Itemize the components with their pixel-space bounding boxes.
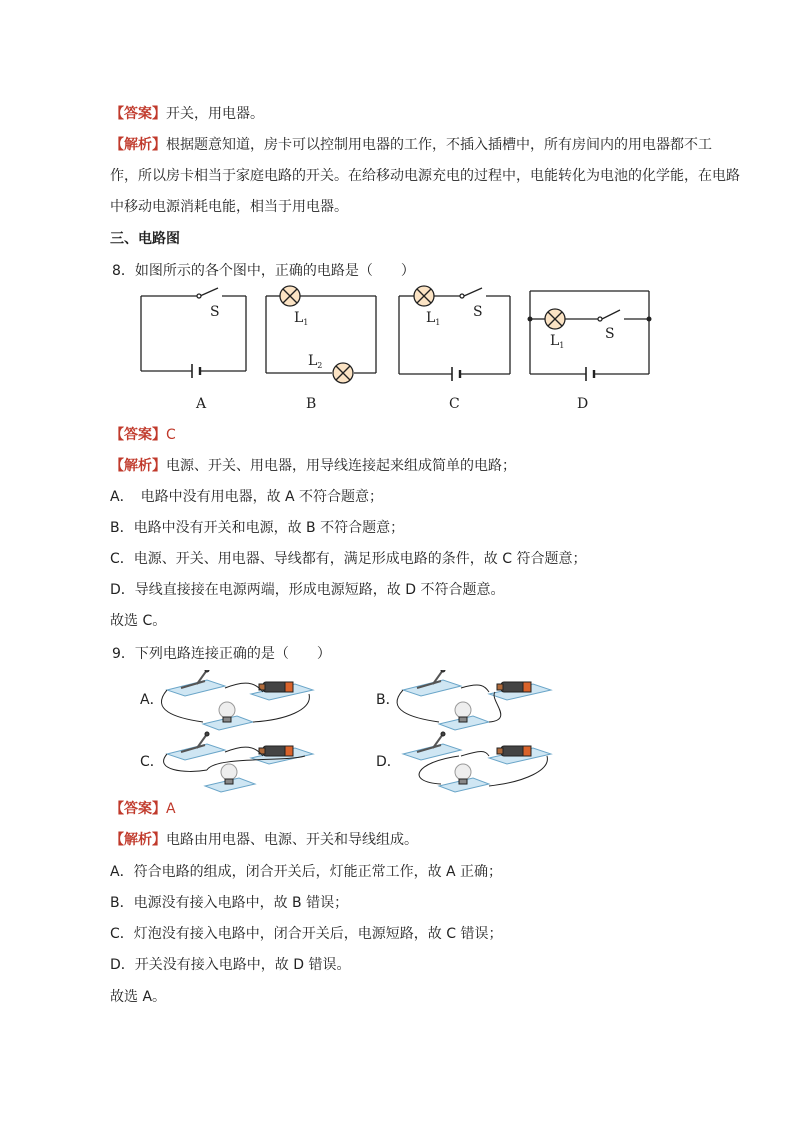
answer-tag: 【答案】 [110, 106, 166, 122]
q8-analysis [110, 456, 516, 476]
answer-tag: 【答案】 [110, 801, 166, 817]
q8-option-c: C．电源、开关、用电器、导线都有，满足形成电路的条件，故 C 符合题意； [110, 551, 587, 567]
q9-stem: 9．下列电路连接正确的是（ ） [112, 646, 331, 662]
q7-answer [110, 104, 264, 124]
q7-analysis-line-2: 作，所以房卡相当于家庭电路的开关。在给移动电源充电的过程中，电能转化为电池的化学能，在电路 [110, 168, 740, 184]
section-title: 三、电路图 [110, 231, 180, 247]
circuit-a [141, 288, 246, 378]
q7-analysis-line-3: 中移动电源消耗电能，相当于用电器。 [110, 199, 348, 215]
picture-b [397, 670, 551, 730]
q9-analysis [110, 830, 418, 850]
analysis-tag: 【解析】 [110, 458, 166, 474]
label-l1-c: $L_1$ [426, 310, 441, 327]
answer-text: C [166, 427, 176, 443]
q8-option-a: A． 电路中没有用电器，故 A 不符合题意； [110, 489, 384, 505]
q8-conclusion: 故选 C。 [110, 613, 167, 629]
q9-label-d: D． [376, 754, 401, 770]
circuit-d [530, 291, 649, 381]
answer-text: 开关，用电器。 [166, 106, 264, 122]
label-s-c: S [473, 304, 483, 320]
answer-text: A [166, 801, 176, 817]
label-s-d: S [605, 326, 615, 342]
picture-a [161, 670, 313, 730]
q9-option-a: A．符合电路的组成，闭合开关后，灯能正常工作，故 A 正确； [110, 864, 503, 880]
label-l2-b: $L_2$ [308, 353, 323, 370]
diagram-label-b: B [306, 396, 317, 412]
label-l1-b: $L_1$ [294, 310, 309, 327]
q9-option-d: D．开关没有接入电路中，故 D 错误。 [110, 957, 351, 973]
answer-tag: 【答案】 [110, 427, 166, 443]
q9-label-b: B． [376, 692, 400, 708]
q8-stem: 8．如图所示的各个图中，正确的电路是（ ） [112, 263, 415, 279]
lamp-b2-icon [333, 363, 353, 383]
q8-answer [110, 425, 176, 445]
q8-option-d: D．导线直接接在电源两端，形成电源短路，故 D 不符合题意。 [110, 582, 505, 598]
analysis-text: 根据题意知道，房卡可以控制用电器的工作，不插入插槽中，所有房间内的用电器都不工 [166, 137, 712, 153]
diagram-label-d: D [577, 396, 589, 412]
lamp-c-icon [414, 286, 434, 306]
q9-option-b: B．电源没有接入电路中，故 B 错误； [110, 895, 349, 911]
q9-label-a: A． [140, 692, 164, 708]
label-s-a: S [210, 304, 220, 320]
q9-conclusion: 故选 A。 [110, 989, 167, 1005]
q9-label-c: C． [140, 754, 164, 770]
q9-answer [110, 799, 176, 819]
diagram-label-c: C [449, 396, 460, 412]
lamp-b1-icon [280, 286, 300, 306]
picture-d [403, 732, 551, 792]
analysis-tag: 【解析】 [110, 832, 166, 848]
picture-c [164, 732, 313, 792]
lamp-d-icon [545, 309, 565, 329]
analysis-tag: 【解析】 [110, 137, 166, 153]
analysis-text: 电源、开关、用电器，用导线连接起来组成简单的电路； [166, 458, 516, 474]
q9-circuit-pictures [155, 670, 555, 800]
q7-analysis-line-1 [110, 135, 712, 155]
label-l1-d: $L_1$ [550, 333, 565, 350]
q9-option-c: C．灯泡没有接入电路中，闭合开关后，电源短路，故 C 错误； [110, 926, 503, 942]
q8-circuit-diagrams [130, 282, 670, 417]
q8-option-b: B．电路中没有开关和电源，故 B 不符合题意； [110, 520, 405, 536]
analysis-text: 电路由用电器、电源、开关和导线组成。 [166, 832, 418, 848]
diagram-label-a: A [196, 396, 207, 412]
